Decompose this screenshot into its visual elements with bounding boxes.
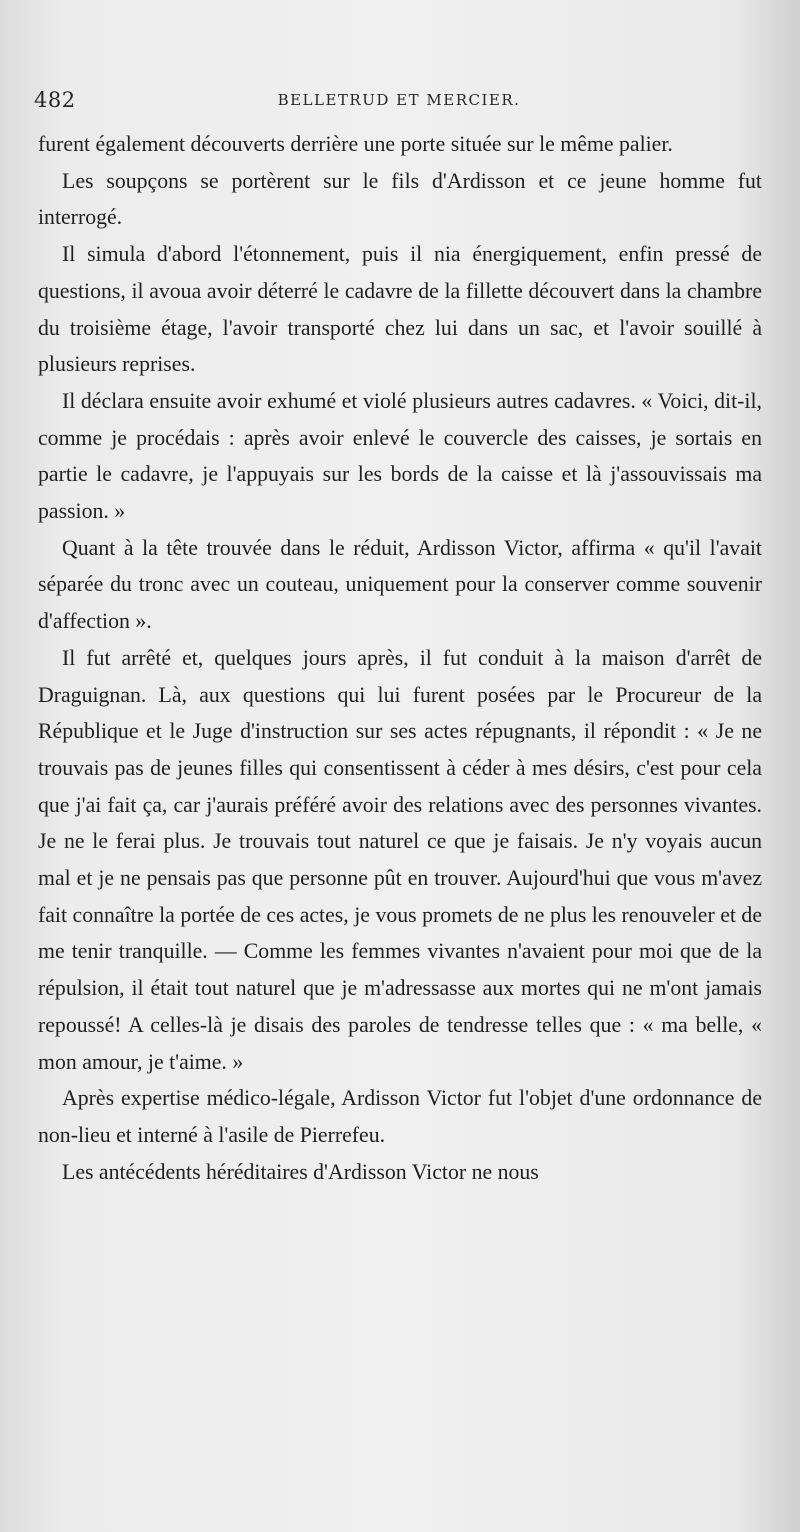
- body-text: [38, 126, 762, 1190]
- paragraph-8: Les antécédents héréditaires d'Ardisson Victor ne nous: [62, 1159, 539, 1184]
- paragraph-5: Quant à la tête trouvée dans le réduit, Ardisson Victor, affirma « qu'il l'avait séparée du tronc avec un couteau, uniquement pour la conserver comme souvenir d'affection ».: [38, 535, 762, 634]
- paragraph-7: Après expertise médico-légale, Ardisson Victor fut l'objet d'une ordonnance de non-lieu et interné à l'asile de Pierrefeu.: [38, 1086, 762, 1147]
- paragraph-6: Il fut arrêté et, quelques jours après, il fut conduit à la maison d'arrêt de Draguignan. Là, aux questions qui lui furent posées par le Procureur de la République et le Juge d'instruction sur ses actes répugnants, il répondit : « Je ne trouvais pas de jeunes filles qui consentissent à céder à mes désirs, c'est pour cela que j'ai fait ça, car j'aurais préféré avoir des relations avec des personnes vivantes. Je ne le ferai plus. Je trouvais tout naturel ce que je faisais. Je n'y voyais aucun mal et je ne pensais pas que personne pût en trouver. Aujourd'hui que vous m'avez fait connaître la portée de ces actes, je vous promets de ne plus les renouveler et de me tenir tranquille. — Comme les femmes vivantes n'avaient pour moi que de la répulsion, il était tout naturel que je m'adressasse aux mortes qui ne m'ont jamais repoussé! A celles-là je disais des paroles de tendresse telles que : « ma belle, « mon amour, je t'aime. »: [38, 645, 762, 1074]
- running-header: [34, 88, 764, 118]
- paragraph-4: Il déclara ensuite avoir exhumé et violé plusieurs autres cadavres. « Voici, dit-il, comme je procédais : après avoir enlevé le couvercle des caisses, je sortais en partie le cadavre, je l'appuyais sur les bords de la caisse et là j'assouvissais ma passion. »: [38, 388, 762, 524]
- page-number: 482: [34, 88, 76, 112]
- paragraph-3: Il simula d'abord l'étonnement, puis il nia énergiquement, enfin pressé de questions, il avoua avoir déterré le cadavre de la fillette découvert dans la chambre du troisième étage, l'avoir transporté chez lui dans un sac, et l'avoir souillé à plusieurs reprises.: [38, 242, 762, 377]
- running-title: BELLETRUD ET MERCIER.: [277, 91, 521, 109]
- paragraph-2: Les soupçons se portèrent sur le fils d'Ardisson et ce jeune homme fut interrogé.: [38, 168, 762, 230]
- paragraph-1: furent également découverts derrière une porte située sur le même palier.: [38, 132, 673, 156]
